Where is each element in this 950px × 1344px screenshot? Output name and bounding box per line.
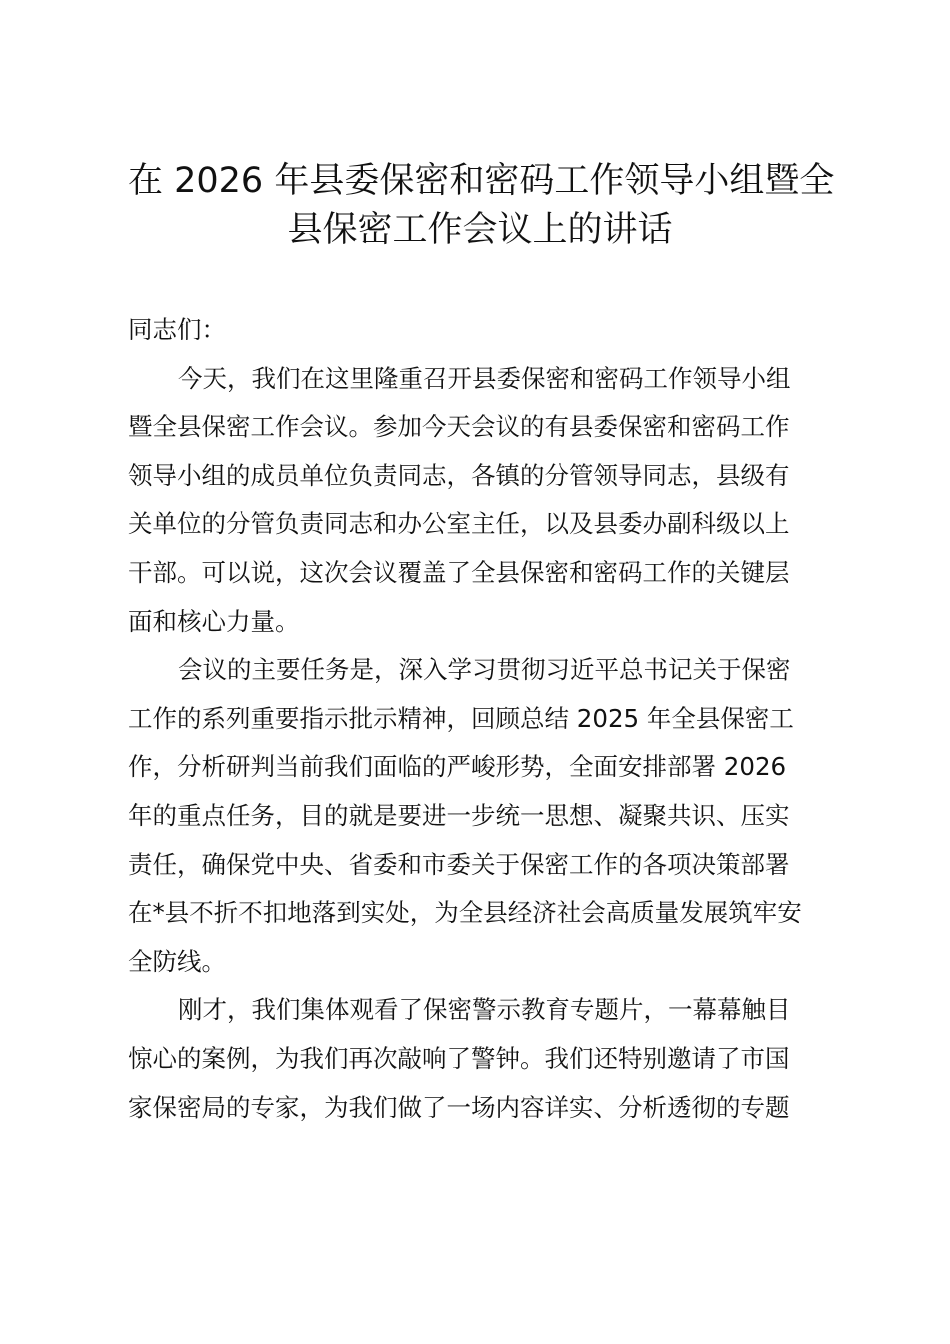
paragraph-line: 家保密局的专家，为我们做了一场内容详实、分析透彻的专题 xyxy=(128,1092,790,1122)
paragraph-line: 会议的主要任务是，深入学习贯彻习近平总书记关于保密 xyxy=(178,655,791,685)
paragraph-line: 关单位的分管负责同志和办公室主任，以及县委办副科级以上 xyxy=(128,509,790,539)
paragraph-line: 惊心的案例，为我们再次敲响了警钟。我们还特别邀请了市国 xyxy=(128,1043,790,1073)
paragraph-line: 在*县不折不扣地落到实处，为全县经济社会高质量发展筑牢安 xyxy=(128,898,802,928)
paragraph-line: 领导小组的成员单位负责同志，各镇的分管领导同志，县级有 xyxy=(128,460,790,490)
paragraph-line: 今天，我们在这里隆重召开县委保密和密码工作领导小组 xyxy=(178,363,791,393)
title-line: 在 2026 年县委保密和密码工作领导小组暨全 xyxy=(128,161,835,201)
paragraph-line: 工作的系列重要指示批示精神，回顾总结 2025 年全县保密工 xyxy=(128,703,794,733)
paragraph-3 xyxy=(128,986,832,1132)
paragraph-line: 责任，确保党中央、省委和市委关于保密工作的各项决策部署 xyxy=(128,849,790,879)
document-body xyxy=(128,306,832,1132)
paragraph-2 xyxy=(128,646,832,986)
document-title xyxy=(128,158,835,255)
paragraph-line: 干部。可以说，这次会议覆盖了全县保密和密码工作的关键层 xyxy=(128,557,790,587)
paragraph-line: 刚才，我们集体观看了保密警示教育专题片，一幕幕触目 xyxy=(178,995,791,1025)
paragraph-line: 作，分析研判当前我们面临的严峻形势，全面安排部署 2026 xyxy=(128,752,787,782)
paragraph-line: 年的重点任务，目的就是要进一步统一思想、凝聚共识、压实 xyxy=(128,800,790,830)
paragraph-line: 面和核心力量。 xyxy=(128,606,300,636)
paragraph-1 xyxy=(128,355,832,647)
salutation: 同志们： xyxy=(128,315,226,344)
title-line: 县保密工作会议上的讲话 xyxy=(287,209,673,250)
paragraph-line: 全防线。 xyxy=(128,946,226,976)
paragraph-line: 暨全县保密工作会议。参加今天会议的有县委保密和密码工作 xyxy=(128,412,790,442)
